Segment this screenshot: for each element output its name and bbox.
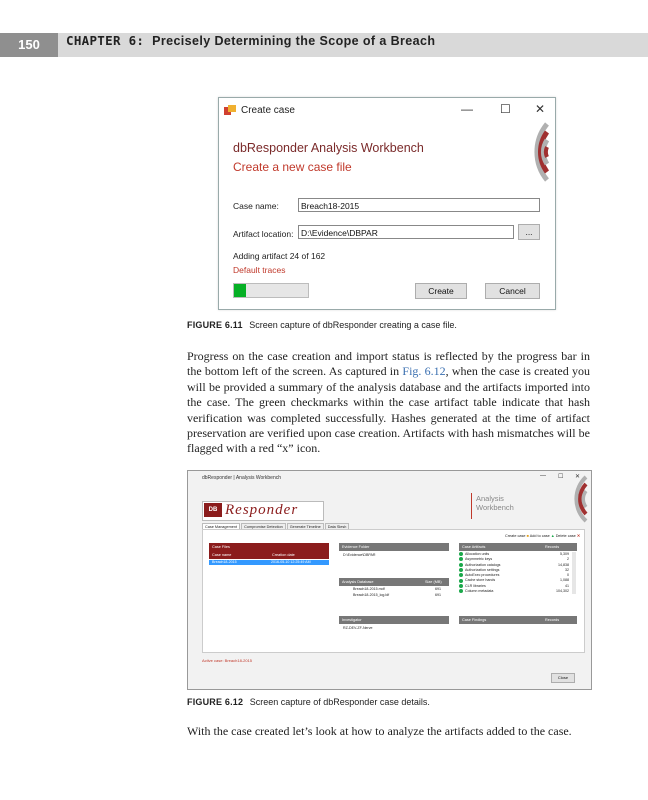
analysis-db-row-2-size: 691	[435, 593, 441, 597]
running-header	[0, 33, 648, 57]
paragraph-text-start: Progress on the case creation and import status is reflected by the progress bar in the bottom left of the screen. As captured in	[187, 349, 590, 379]
app-name-2	[476, 494, 514, 512]
figure-reference-link[interactable]: Fig. 6.12	[402, 364, 446, 379]
brand-arcs-icon-2	[548, 474, 588, 524]
app-icon	[224, 104, 236, 116]
case-findings-header	[459, 616, 577, 624]
delete-case-button[interactable]: Delete case	[555, 534, 576, 538]
analysis-db-row-1-name: Breach18-2015.mdf	[353, 587, 385, 591]
tab-data-slesh[interactable]: Data Slesh	[325, 523, 350, 531]
creation-date-column: Creation date	[269, 551, 329, 559]
case-toolbar	[505, 533, 580, 538]
artifact-records: 32	[565, 567, 569, 572]
check-icon	[459, 563, 463, 567]
progress-fill	[234, 284, 246, 297]
page-number: 150	[0, 33, 58, 57]
close-button-2[interactable]: ✕	[575, 474, 581, 480]
app-name-line1: Analysis	[476, 494, 504, 503]
check-icon	[459, 552, 463, 556]
artifact-name: Allocation units	[465, 552, 490, 556]
caption-text: Screen capture of dbResponder creating a case file.	[249, 320, 457, 330]
artifact-records: 0	[567, 573, 569, 578]
browse-button[interactable]: ...	[518, 224, 540, 240]
dbresponder-logo	[202, 501, 324, 521]
chapter-title: Precisely Determining the Scope of a Breach	[152, 34, 436, 48]
tab-generate-timeline[interactable]: Generate Timeline	[287, 523, 324, 531]
artifact-name: Column metadata	[465, 589, 494, 594]
app-name-line2: Workbench	[476, 503, 514, 512]
analysis-db-size-header: Size (MB)	[425, 580, 442, 584]
progress-bar	[233, 283, 309, 298]
paragraph-text-end: , when the case is created you will be provided a summary of the analysis database and the artifacts imported into the case. The green checkmarks within the case artifact table indicate that hash verification was completed successfully. Hashes generated at the time of artifact preservation are verified upon case creation. Artifacts with hash mismatches will be flagged with a red “x” icon.	[187, 364, 590, 456]
artifact-records: 2	[567, 557, 569, 562]
check-icon	[459, 579, 463, 583]
create-case-window	[218, 97, 556, 310]
artifact-records: 14,838	[558, 562, 569, 567]
close-button[interactable]: ✕	[535, 102, 546, 116]
tab-case-management[interactable]: Case Management	[202, 523, 240, 531]
artifact-row	[459, 589, 577, 594]
logo-badge: DB	[204, 503, 222, 517]
close-dialog-button[interactable]: Close	[551, 673, 575, 683]
artifact-location-label: Artifact location:	[233, 229, 294, 239]
case-artifacts-title: Case Artifacts	[462, 545, 486, 549]
case-name-input[interactable]: Breach18-2015	[298, 198, 540, 212]
case-files-header: Case Files	[209, 543, 329, 551]
create-case-button[interactable]: Create case	[505, 534, 526, 538]
artifact-name: CLR libraries	[465, 583, 486, 588]
window-title-2: dbResponder | Analysis Workbench	[202, 475, 282, 481]
analysis-db-title: Analysis Database	[342, 580, 374, 584]
analysis-db-row-2-name: Breach18-2015_log.ldf	[353, 593, 390, 597]
status-detail: Default traces	[233, 265, 286, 275]
tab-compromise-detection[interactable]: Compromise Detection	[241, 523, 286, 531]
artifact-name: Authorization catalogs	[465, 562, 501, 567]
artifact-records: 1,088	[560, 578, 569, 583]
artifact-records: 5,309	[560, 552, 569, 556]
delete-icon: ✕	[576, 534, 580, 538]
check-icon	[459, 584, 463, 588]
check-icon	[459, 573, 463, 577]
case-findings-records: Records	[545, 618, 560, 622]
body-paragraph-2: With the case created let’s look at how to analyze the artifacts added to the case.	[187, 724, 572, 738]
add-to-case-button[interactable]: Add to case	[529, 534, 550, 538]
chapter-label: CHAPTER 6:	[66, 33, 145, 48]
artifact-name: Asymmetric keys	[465, 557, 493, 562]
case-artifacts-header	[459, 543, 577, 551]
add-icon: ▲	[550, 534, 555, 538]
investigator-header: Investigator	[339, 616, 449, 624]
chapter-heading	[66, 33, 435, 48]
artifact-name: Cache store hands	[465, 578, 496, 583]
case-details-window	[187, 470, 592, 690]
figure-6-11-caption	[187, 320, 457, 330]
folder-icon: ■	[526, 534, 529, 538]
artifact-name: AutoExec procedures	[465, 573, 500, 578]
case-management-panel	[202, 529, 585, 653]
evidence-path: D:\Evidence\DBPAR	[343, 553, 376, 557]
case-findings-title: Case Findings	[462, 618, 487, 622]
case-name-column: Case name	[209, 551, 269, 559]
case-row-date: 2016-05-10 12:25:49 AM	[271, 560, 311, 564]
maximize-button-2[interactable]: ☐	[558, 474, 564, 480]
figure-6-12-caption	[187, 697, 430, 707]
records-header: Records	[545, 545, 560, 549]
create-button[interactable]: Create	[415, 283, 467, 299]
cancel-button[interactable]: Cancel	[485, 283, 540, 299]
brand-arcs-icon	[487, 118, 549, 186]
analysis-db-header	[339, 578, 449, 586]
window-title: Create case	[241, 105, 295, 116]
caption-text-2: Screen capture of dbResponder case details.	[249, 697, 430, 707]
artifact-records: 41	[565, 583, 569, 588]
case-row-name: Breach18-2015	[212, 560, 237, 564]
evidence-folder-header: Evidence Folder	[339, 543, 449, 551]
header-divider	[471, 493, 472, 519]
logo-text: Responder	[225, 502, 299, 518]
body-paragraph-1	[187, 349, 590, 457]
artifact-name: Authorization settings	[465, 567, 500, 572]
case-name-label: Case name:	[233, 201, 279, 211]
check-icon	[459, 568, 463, 572]
caption-label-2: FIGURE 6.12	[187, 697, 244, 707]
status-text: Adding artifact 24 of 162	[233, 251, 326, 261]
dialog-subtitle: Create a new case file	[233, 160, 352, 174]
investigator-value: RZ-DEV-ZF-Nerve	[343, 626, 373, 630]
artifact-location-input[interactable]: D:\Evidence\DBPAR	[298, 225, 514, 239]
artifacts-table	[459, 552, 577, 594]
caption-label: FIGURE 6.11	[187, 320, 243, 330]
artifacts-scrollbar[interactable]	[572, 552, 576, 594]
analysis-db-row-1-size: 691	[435, 587, 441, 591]
check-icon	[459, 557, 463, 561]
app-name: dbResponder Analysis Workbench	[233, 141, 424, 155]
minimize-button-2[interactable]: —	[540, 473, 546, 479]
case-row-selected[interactable]	[209, 560, 329, 565]
check-icon	[459, 589, 463, 593]
minimize-button[interactable]: —	[461, 102, 473, 116]
active-case-label: Active case: Breach18-2015	[202, 658, 253, 663]
maximize-button[interactable]: ☐	[500, 102, 511, 116]
artifact-records: 104,302	[556, 589, 569, 594]
